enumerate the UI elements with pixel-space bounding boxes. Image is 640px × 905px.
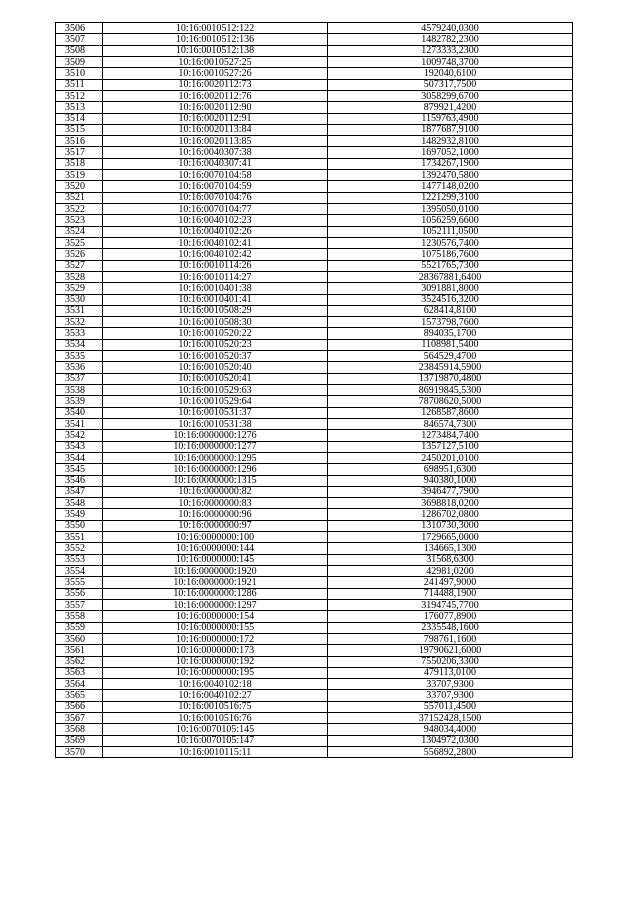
row-number-cell: 3555: [56, 577, 103, 588]
table-row: [56, 543, 573, 554]
cadastral-value-cell: 5521765,7300: [328, 260, 573, 271]
table-row: [56, 385, 573, 396]
cadastral-value-cell: 86919845,5300: [328, 385, 573, 396]
table-row: [56, 645, 573, 656]
cadastral-number-cell: 10:16:0010529:63: [103, 385, 328, 396]
row-number-cell: 3518: [56, 158, 103, 169]
cadastral-number-cell: 10:16:0070104:77: [103, 204, 328, 215]
cadastral-value-cell: 1697052,1000: [328, 147, 573, 158]
cadastral-number-cell: 10:16:0000000:145: [103, 554, 328, 565]
table-row: [56, 317, 573, 328]
cadastral-value-cell: 564529,4700: [328, 351, 573, 362]
row-number-cell: 3562: [56, 656, 103, 667]
row-number-cell: 3535: [56, 351, 103, 362]
row-number-cell: 3533: [56, 328, 103, 339]
cadastral-number-cell: 10:16:0010114:27: [103, 271, 328, 282]
table-row: [56, 498, 573, 509]
table-row: [56, 656, 573, 667]
table-row: [56, 181, 573, 192]
table-row: [56, 68, 573, 79]
cadastral-number-cell: 10:16:0020112:90: [103, 102, 328, 113]
table-row: [56, 215, 573, 226]
cadastral-value-cell: 23845914,5900: [328, 362, 573, 373]
row-number-cell: 3542: [56, 430, 103, 441]
table-row: [56, 226, 573, 237]
cadastral-number-cell: 10:16:0010529:64: [103, 396, 328, 407]
cadastral-number-cell: 10:16:0010520:23: [103, 339, 328, 350]
table-row: [56, 192, 573, 203]
table-row: [56, 249, 573, 260]
table-row: [56, 294, 573, 305]
table-row: [56, 566, 573, 577]
cadastral-number-cell: 10:16:0020112:76: [103, 90, 328, 101]
row-number-cell: 3528: [56, 271, 103, 282]
row-number-cell: 3550: [56, 520, 103, 531]
cadastral-value-cell: 948034,4000: [328, 724, 573, 735]
table-row: [56, 532, 573, 543]
table-row: [56, 713, 573, 724]
cadastral-number-cell: 10:16:0010516:75: [103, 701, 328, 712]
cadastral-number-cell: 10:16:0020113:84: [103, 124, 328, 135]
row-number-cell: 3520: [56, 181, 103, 192]
cadastral-number-cell: 10:16:0000000:1921: [103, 577, 328, 588]
cadastral-number-cell: 10:16:0000000:97: [103, 520, 328, 531]
table-row: [56, 441, 573, 452]
row-number-cell: 3506: [56, 23, 103, 34]
row-number-cell: 3510: [56, 68, 103, 79]
cadastral-value-cell: 556892,2800: [328, 747, 573, 758]
row-number-cell: 3543: [56, 441, 103, 452]
cadastral-number-cell: 10:16:0040102:23: [103, 215, 328, 226]
table-row: [56, 158, 573, 169]
row-number-cell: 3558: [56, 611, 103, 622]
cadastral-value-cell: 3058299,6700: [328, 90, 573, 101]
row-number-cell: 3534: [56, 339, 103, 350]
row-number-cell: 3548: [56, 498, 103, 509]
table-row: [56, 373, 573, 384]
cadastral-value-cell: 2450201,0100: [328, 452, 573, 463]
table-row: [56, 328, 573, 339]
cadastral-number-cell: 10:16:0000000:1286: [103, 588, 328, 599]
table-row: [56, 283, 573, 294]
table-body: [56, 23, 573, 758]
cadastral-number-cell: 10:16:0000000:1315: [103, 475, 328, 486]
row-number-cell: 3523: [56, 215, 103, 226]
cadastral-number-cell: 10:16:0000000:1297: [103, 599, 328, 610]
cadastral-number-cell: 10:16:0070104:76: [103, 192, 328, 203]
table-row: [56, 271, 573, 282]
row-number-cell: 3507: [56, 34, 103, 45]
table-row: [56, 430, 573, 441]
cadastral-number-cell: 10:16:0000000:100: [103, 532, 328, 543]
cadastral-value-cell: 1273484,7400: [328, 430, 573, 441]
cadastral-number-cell: 10:16:0040102:27: [103, 690, 328, 701]
cadastral-value-cell: 78708620,5000: [328, 396, 573, 407]
cadastral-number-cell: 10:16:0010527:25: [103, 56, 328, 67]
cadastral-value-cell: 1395050,0100: [328, 204, 573, 215]
cadastral-value-cell: 507317,7500: [328, 79, 573, 90]
table-row: [56, 577, 573, 588]
cadastral-value-cell: 42981,0200: [328, 566, 573, 577]
cadastral-value-cell: 241497,9000: [328, 577, 573, 588]
table-row: [56, 102, 573, 113]
cadastral-value-cell: 1075186,7600: [328, 249, 573, 260]
table-row: [56, 90, 573, 101]
cadastral-value-cell: 557011,4500: [328, 701, 573, 712]
cadastral-value-cell: 13719870,4800: [328, 373, 573, 384]
cadastral-number-cell: 10:16:0000000:1277: [103, 441, 328, 452]
row-number-cell: 3526: [56, 249, 103, 260]
cadastral-value-cell: 33707,9300: [328, 679, 573, 690]
row-number-cell: 3544: [56, 452, 103, 463]
row-number-cell: 3531: [56, 305, 103, 316]
cadastral-value-cell: 714488,1900: [328, 588, 573, 599]
cadastral-value-cell: 1357127,5100: [328, 441, 573, 452]
table-row: [56, 611, 573, 622]
row-number-cell: 3554: [56, 566, 103, 577]
table-row: [56, 509, 573, 520]
table-row: [56, 396, 573, 407]
row-number-cell: 3521: [56, 192, 103, 203]
cadastral-value-cell: 1273333,2300: [328, 45, 573, 56]
row-number-cell: 3566: [56, 701, 103, 712]
row-number-cell: 3525: [56, 237, 103, 248]
row-number-cell: 3569: [56, 735, 103, 746]
row-number-cell: 3511: [56, 79, 103, 90]
cadastral-value-cell: 1221299,3100: [328, 192, 573, 203]
table-row: [56, 170, 573, 181]
cadastral-number-cell: 10:16:0000000:173: [103, 645, 328, 656]
cadastral-number-cell: 10:16:0070104:58: [103, 170, 328, 181]
table-row: [56, 464, 573, 475]
cadastral-number-cell: 10:16:0070105:145: [103, 724, 328, 735]
cadastral-value-cell: 628414,8100: [328, 305, 573, 316]
row-number-cell: 3551: [56, 532, 103, 543]
row-number-cell: 3565: [56, 690, 103, 701]
cadastral-value-cell: 1056259,6600: [328, 215, 573, 226]
cadastral-number-cell: 10:16:0010512:138: [103, 45, 328, 56]
cadastral-value-cell: 879921,4200: [328, 102, 573, 113]
row-number-cell: 3517: [56, 147, 103, 158]
row-number-cell: 3546: [56, 475, 103, 486]
row-number-cell: 3541: [56, 418, 103, 429]
row-number-cell: 3516: [56, 136, 103, 147]
cadastral-number-cell: 10:16:0010512:136: [103, 34, 328, 45]
cadastral-number-cell: 10:16:0000000:154: [103, 611, 328, 622]
cadastral-value-cell: 1482782,2300: [328, 34, 573, 45]
cadastral-number-cell: 10:16:0010531:38: [103, 418, 328, 429]
row-number-cell: 3567: [56, 713, 103, 724]
row-number-cell: 3549: [56, 509, 103, 520]
row-number-cell: 3552: [56, 543, 103, 554]
cadastral-number-cell: 10:16:0000000:155: [103, 622, 328, 633]
table-row: [56, 124, 573, 135]
cadastral-number-cell: 10:16:0040102:41: [103, 237, 328, 248]
row-number-cell: 3522: [56, 204, 103, 215]
cadastral-value-cell: 3091881,8000: [328, 283, 573, 294]
table-row: [56, 667, 573, 678]
row-number-cell: 3561: [56, 645, 103, 656]
cadastral-number-cell: 10:16:0020112:73: [103, 79, 328, 90]
row-number-cell: 3570: [56, 747, 103, 758]
cadastral-value-cell: 3194745,7700: [328, 599, 573, 610]
row-number-cell: 3513: [56, 102, 103, 113]
row-number-cell: 3568: [56, 724, 103, 735]
cadastral-number-cell: 10:16:0000000:195: [103, 667, 328, 678]
cadastral-value-cell: 1573798,7600: [328, 317, 573, 328]
cadastral-number-cell: 10:16:0020112:91: [103, 113, 328, 124]
row-number-cell: 3564: [56, 679, 103, 690]
cadastral-value-cell: 192040,6100: [328, 68, 573, 79]
cadastral-number-cell: 10:16:0010512:122: [103, 23, 328, 34]
cadastral-number-cell: 10:16:0000000:172: [103, 633, 328, 644]
table-row: [56, 554, 573, 565]
cadastral-number-cell: 10:16:0010520:41: [103, 373, 328, 384]
cadastral-value-cell: 1877687,9100: [328, 124, 573, 135]
table-row: [56, 735, 573, 746]
cadastral-number-cell: 10:16:0040102:18: [103, 679, 328, 690]
cadastral-value-cell: 3524516,3200: [328, 294, 573, 305]
cadastral-number-cell: 10:16:0070105:147: [103, 735, 328, 746]
cadastral-number-cell: 10:16:0010508:29: [103, 305, 328, 316]
table-row: [56, 305, 573, 316]
row-number-cell: 3540: [56, 407, 103, 418]
table-row: [56, 351, 573, 362]
table-row: [56, 147, 573, 158]
cadastral-number-cell: 10:16:0040307:41: [103, 158, 328, 169]
row-number-cell: 3519: [56, 170, 103, 181]
cadastral-value-cell: 28367881,6400: [328, 271, 573, 282]
row-number-cell: 3527: [56, 260, 103, 271]
cadastral-number-cell: 10:16:0000000:192: [103, 656, 328, 667]
row-number-cell: 3524: [56, 226, 103, 237]
table-row: [56, 339, 573, 350]
cadastral-value-cell: 940380,1000: [328, 475, 573, 486]
cadastral-number-cell: 10:16:0040102:42: [103, 249, 328, 260]
table-row: [56, 599, 573, 610]
table-row: [56, 486, 573, 497]
cadastral-value-cell: 1268587,8600: [328, 407, 573, 418]
cadastral-value-cell: 1159763,4900: [328, 113, 573, 124]
table-row: [56, 747, 573, 758]
row-number-cell: 3560: [56, 633, 103, 644]
cadastral-value-cell: 31568,6300: [328, 554, 573, 565]
row-number-cell: 3536: [56, 362, 103, 373]
cadastral-value-cell: 3698818,0200: [328, 498, 573, 509]
row-number-cell: 3529: [56, 283, 103, 294]
cadastral-value-cell: 2335548,1600: [328, 622, 573, 633]
cadastral-number-cell: 10:16:0070104:59: [103, 181, 328, 192]
table-row: [56, 622, 573, 633]
table-row: [56, 452, 573, 463]
cadastral-number-cell: 10:16:0000000:1920: [103, 566, 328, 577]
table-row: [56, 113, 573, 124]
cadastral-number-cell: 10:16:0000000:1296: [103, 464, 328, 475]
row-number-cell: 3556: [56, 588, 103, 599]
cadastral-number-cell: 10:16:0010531:37: [103, 407, 328, 418]
table-row: [56, 724, 573, 735]
cadastral-number-cell: 10:16:0010520:37: [103, 351, 328, 362]
table-row: [56, 690, 573, 701]
cadastral-value-cell: 4579240,0300: [328, 23, 573, 34]
row-number-cell: 3532: [56, 317, 103, 328]
cadastral-value-cell: 1310730,3000: [328, 520, 573, 531]
table-row: [56, 56, 573, 67]
cadastral-number-cell: 10:16:0000000:1276: [103, 430, 328, 441]
cadastral-number-cell: 10:16:0020113:85: [103, 136, 328, 147]
cadastral-number-cell: 10:16:0000000:1295: [103, 452, 328, 463]
cadastral-number-cell: 10:16:0010114:26: [103, 260, 328, 271]
cadastral-number-cell: 10:16:0010527:26: [103, 68, 328, 79]
table-row: [56, 79, 573, 90]
row-number-cell: 3530: [56, 294, 103, 305]
row-number-cell: 3509: [56, 56, 103, 67]
table-row: [56, 520, 573, 531]
cadastral-value-cell: 1230576,7400: [328, 237, 573, 248]
cadastral-value-cell: 1734267,1900: [328, 158, 573, 169]
cadastral-number-cell: 10:16:0010520:40: [103, 362, 328, 373]
cadastral-value-cell: 3946477,7900: [328, 486, 573, 497]
cadastral-number-cell: 10:16:0040307:38: [103, 147, 328, 158]
row-number-cell: 3559: [56, 622, 103, 633]
row-number-cell: 3515: [56, 124, 103, 135]
row-number-cell: 3537: [56, 373, 103, 384]
row-number-cell: 3539: [56, 396, 103, 407]
cadastral-value-cell: 176077,8900: [328, 611, 573, 622]
row-number-cell: 3512: [56, 90, 103, 101]
cadastral-value-cell: 37152428,1500: [328, 713, 573, 724]
row-number-cell: 3538: [56, 385, 103, 396]
table-row: [56, 34, 573, 45]
cadastral-number-cell: 10:16:0040102:26: [103, 226, 328, 237]
table-row: [56, 260, 573, 271]
cadastral-number-cell: 10:16:0000000:83: [103, 498, 328, 509]
cadastral-number-cell: 10:16:0000000:96: [103, 509, 328, 520]
cadastral-number-cell: 10:16:0010401:41: [103, 294, 328, 305]
table-row: [56, 679, 573, 690]
cadastral-value-cell: 1482932,8100: [328, 136, 573, 147]
table-row: [56, 701, 573, 712]
cadastral-number-cell: 10:16:0010516:76: [103, 713, 328, 724]
table-row: [56, 407, 573, 418]
cadastral-value-cell: 846574,7300: [328, 418, 573, 429]
cadastral-value-cell: 19790621,6000: [328, 645, 573, 656]
cadastral-number-cell: 10:16:0000000:82: [103, 486, 328, 497]
row-number-cell: 3508: [56, 45, 103, 56]
table-row: [56, 475, 573, 486]
cadastral-number-cell: 10:16:0010115:11: [103, 747, 328, 758]
cadastral-value-cell: 134665,1300: [328, 543, 573, 554]
table-row: [56, 237, 573, 248]
row-number-cell: 3545: [56, 464, 103, 475]
cadastral-number-cell: 10:16:0010520:22: [103, 328, 328, 339]
cadastral-value-cell: 1286702,0800: [328, 509, 573, 520]
cadastral-value-cell: 1108981,5400: [328, 339, 573, 350]
cadastral-value-cell: 894035,1700: [328, 328, 573, 339]
cadastral-number-cell: 10:16:0010508:30: [103, 317, 328, 328]
cadastral-value-cell: 1052111,0500: [328, 226, 573, 237]
table-row: [56, 418, 573, 429]
row-number-cell: 3547: [56, 486, 103, 497]
cadastral-value-cell: 479113,0100: [328, 667, 573, 678]
table-row: [56, 23, 573, 34]
row-number-cell: 3553: [56, 554, 103, 565]
cadastral-value-cell: 798761,1600: [328, 633, 573, 644]
table-row: [56, 633, 573, 644]
row-number-cell: 3557: [56, 599, 103, 610]
table-row: [56, 45, 573, 56]
cadastral-value-cell: 698951,6300: [328, 464, 573, 475]
table-row: [56, 204, 573, 215]
cadastral-value-cell: 1009748,3700: [328, 56, 573, 67]
cadastral-value-cell: 1729665,0000: [328, 532, 573, 543]
cadastral-value-cell: 1477148,0200: [328, 181, 573, 192]
cadastral-value-cell: 1304972,0300: [328, 735, 573, 746]
table-row: [56, 362, 573, 373]
table-row: [56, 136, 573, 147]
cadastral-value-cell: 33707,9300: [328, 690, 573, 701]
row-number-cell: 3514: [56, 113, 103, 124]
cadastral-value-cell: 7550206,3300: [328, 656, 573, 667]
row-number-cell: 3563: [56, 667, 103, 678]
table-row: [56, 588, 573, 599]
cadastral-value-table: [55, 22, 573, 758]
cadastral-number-cell: 10:16:0010401:38: [103, 283, 328, 294]
cadastral-value-cell: 1392470,5800: [328, 170, 573, 181]
cadastral-number-cell: 10:16:0000000:144: [103, 543, 328, 554]
